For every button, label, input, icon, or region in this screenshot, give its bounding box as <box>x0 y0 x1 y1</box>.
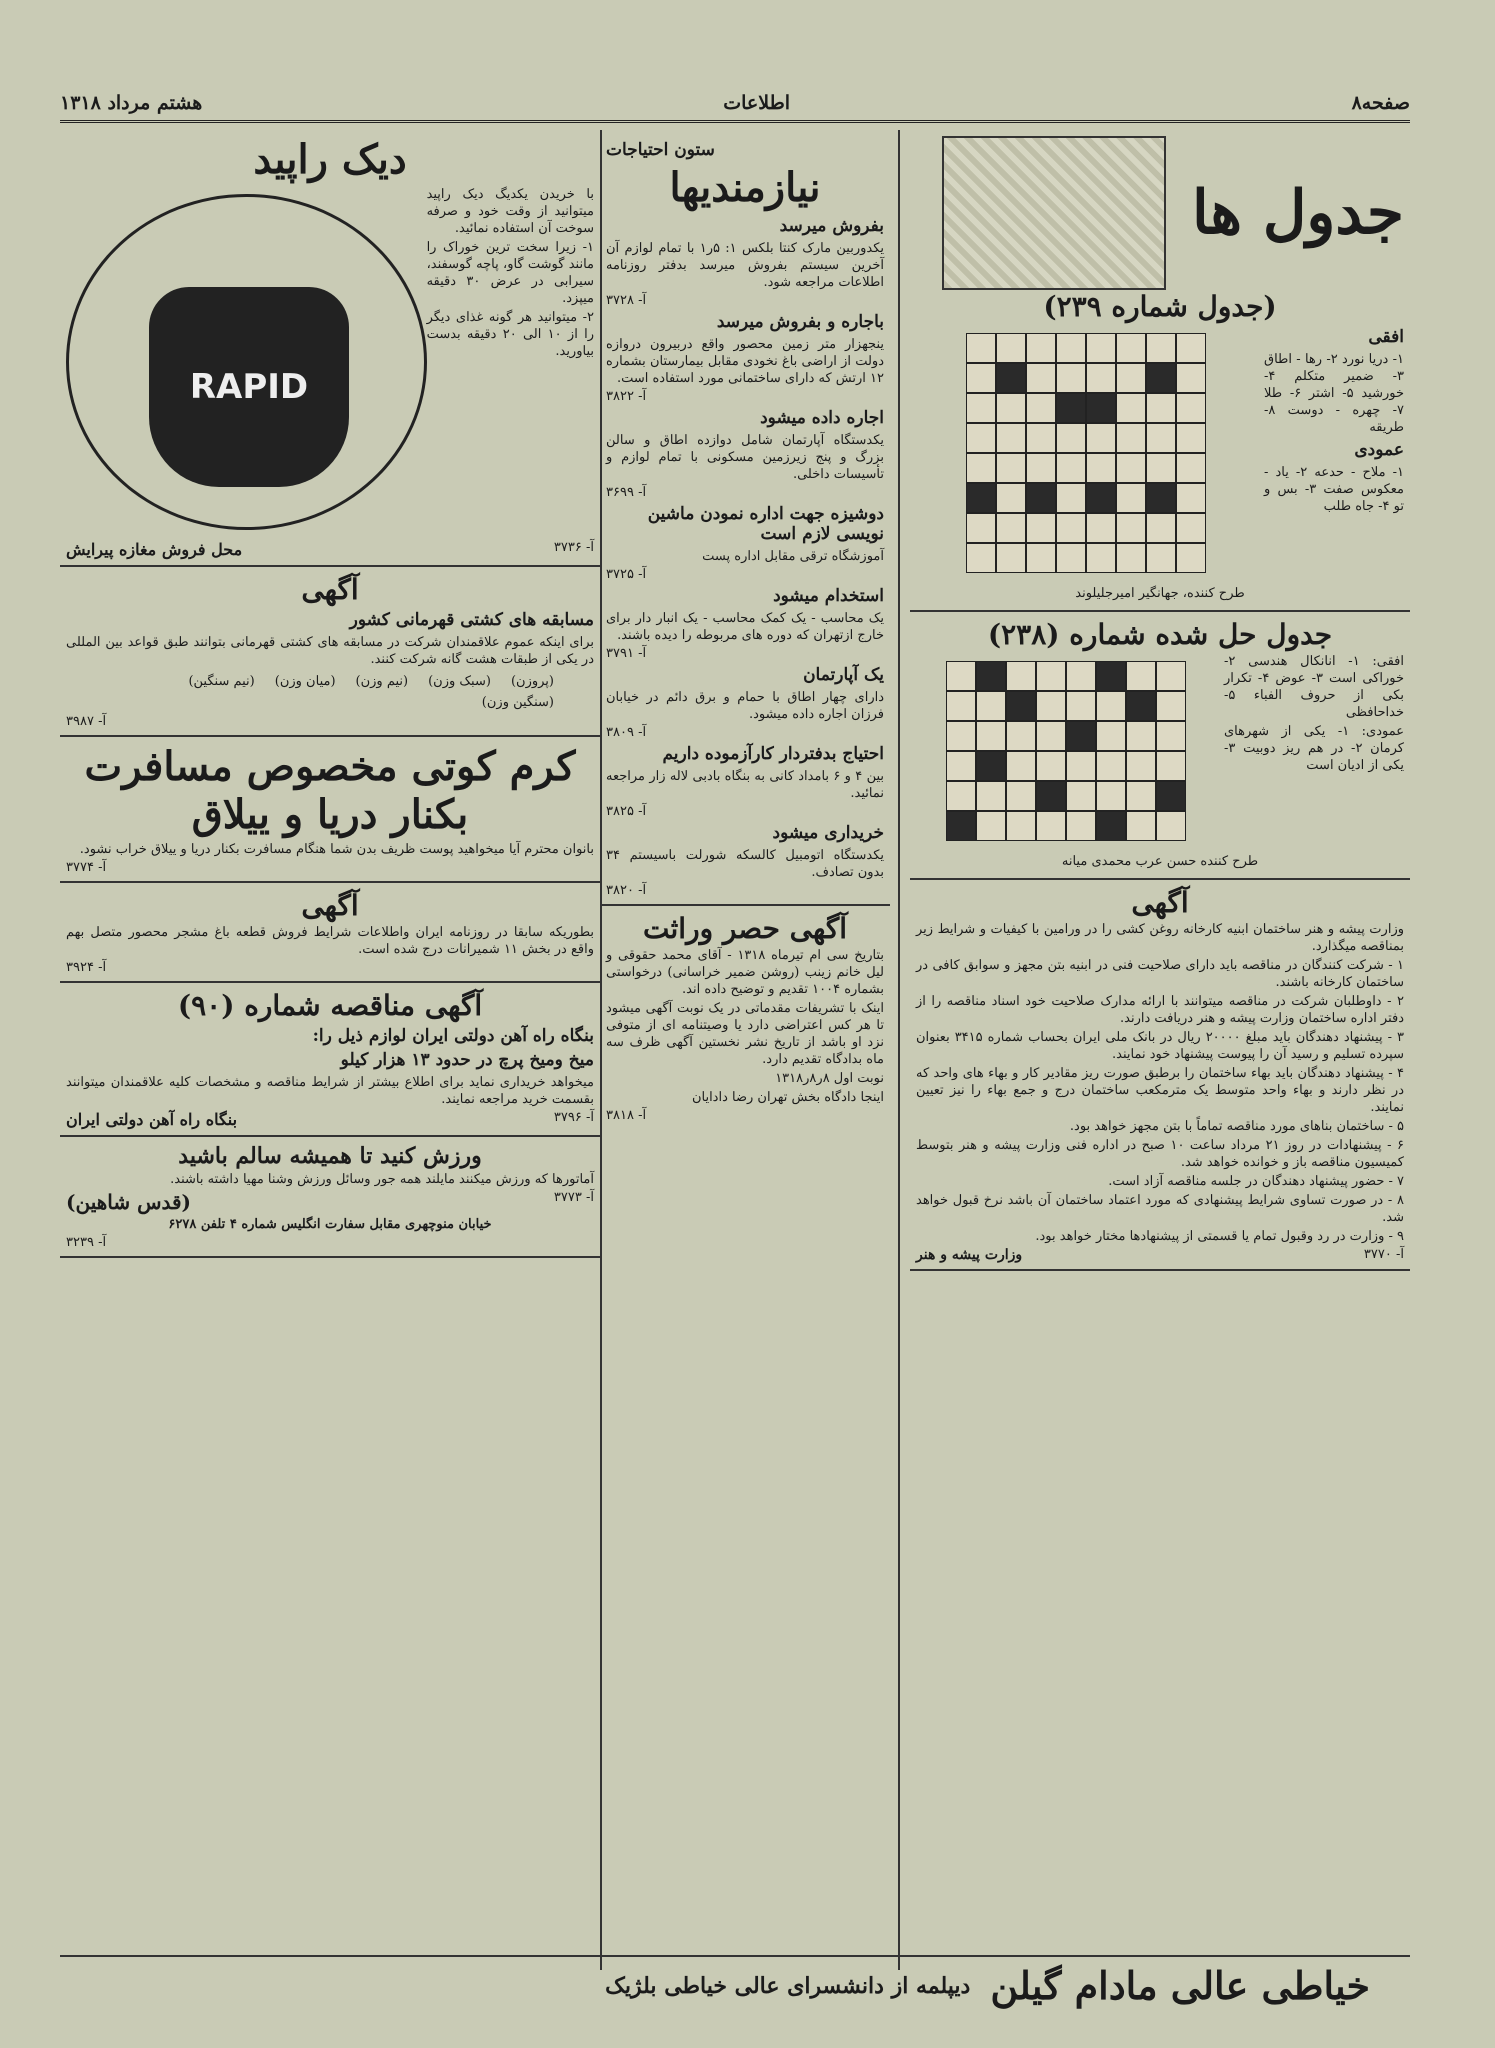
tender-text: میخواهد خریداری نماید برای اطلاع بیشتر از شرایط مناقصه و مشخصات کلیه علاقمندان میتوانند بقسمت خرید مراجعه نمایند. <box>66 1075 594 1107</box>
want-ad-head: خریداری میشود <box>772 823 884 843</box>
inheritance-text: بتاریخ سی ام تیرماه ۱۳۱۸ - آقای محمد حقوقی و لیل خانم زینب (روشن ضمیر خراسانی) درخواستی بشماره ۱۰۰۴ تقدیم و توضیح داده اند. <box>606 948 884 997</box>
cream-code: آ- ۳۷۷۴ <box>66 860 107 875</box>
want-ad-head: استخدام میشود <box>773 586 884 606</box>
want-ad-head: احتیاج بدفتردار کارآزموده داریم <box>662 744 884 764</box>
tender-ad <box>60 983 600 1137</box>
sport-title: ورزش کنید تا همیشه سالم باشید <box>178 1143 482 1169</box>
rapid-ad: دیک راپید با خریدن یکدیگ دیک راپید میتوانید از وقت خود و صرفه سوخت آن استفاده نمائید. ۱- زیرا سخت ترین خوراک را مانند گوشت گاو، پاچه گوسفند، سیرابی در عرض ۳۰ دقیقه میپزد. ۲- میتوانید هر گونه غذای دیگر را از ۱۰ الی ۲۰ دقیقه بدست بیاورید. RAPID آ- ۳۷۳۶ محل فروش مغازه پیرایش <box>60 130 600 567</box>
want-ad-code: آ- ۳۷۹۱ <box>606 646 647 661</box>
sport-shop: (قدس شاهین) <box>66 1190 192 1214</box>
rapid-title: دیک راپید <box>253 136 407 183</box>
rapid-code: آ- ۳۷۳۶ <box>553 540 594 555</box>
sport-code: آ- ۳۷۷۳ <box>553 1190 594 1205</box>
weight-class: (میان وزن) <box>274 674 336 689</box>
sport-ad <box>60 1137 600 1258</box>
want-ad-head: دوشیزه جهت اداره نمودن ماشین نویسی لازم است <box>647 504 884 544</box>
rapid-shop: محل فروش مغازه پیرایش <box>66 540 243 559</box>
want-ad <box>606 216 884 308</box>
tender-title: آگهی مناقصه شماره (۹۰) <box>177 989 483 1022</box>
wrestling-sub: مسابقه های کشتی قهرمانی کشور <box>349 610 594 630</box>
wrestling-code: آ- ۳۹۸۷ <box>66 714 107 729</box>
newspaper-page <box>60 70 1410 2030</box>
solved-crossword: جدول حل شده شماره (۲۳۸) افقی: ۱- انانکال هندسی ۲- خوراکی است ۳- عوض ۴- تکرار بکی از حروف الفباء ۵- خداحافظی عمودی: ۱- یکی از شهرهای کرمان ۲- در هم ریز دوبیت ۳- یکی از ادیان است طرح کننده حسن عرب محمدی میانه <box>910 612 1410 880</box>
weight-class: (سنگین وزن) <box>481 695 554 710</box>
want-ad-head: بفروش میرسد <box>779 216 884 236</box>
crossword-section: جدول ها (جدول شماره ۲۳۹) افقی ۱- دریا نورد ۲- رها - اطاق ۳- ضمیر متکلم ۴- خورشید ۵- اشتر ۶- طلا ۷- چهره - دوست ۸- طریقه عمودی ۱- ملاح - حدعه ۲- یاد - معکوس صفت ۳- بس و تو ۴- جاه طلب طرح کننده، جهانگیر امیرجلیلوند <box>910 130 1410 612</box>
want-ad-text: یکدستگاه آپارتمان شامل دوازده اطاق و سالن بزرگ و پنج زیرزمین مسکونی با تمام لوازم و تأسیسات داخلی. <box>606 433 884 482</box>
want-ad-head: اجاره داده میشود <box>760 408 884 428</box>
tender-item: میخ ومیخ پرچ در حدود ۱۳ هزار کیلو <box>340 1050 594 1070</box>
tender-signer: بنگاه راه آهن دولتی ایران <box>66 1110 238 1129</box>
ministry-signer: وزارت پیشه و هنر <box>916 1247 1023 1263</box>
page-date: هشتم مرداد ۱۳۱۸ <box>60 92 203 114</box>
want-ad-head: یک آپارتمان <box>803 665 884 685</box>
ministry-code: آ- ۳۷۷۰ <box>1363 1247 1404 1262</box>
paper-name: اطلاعات <box>723 92 790 114</box>
want-ad-text: آموزشگاه ترقی مقابل اداره پست <box>702 549 884 564</box>
tailor-sub: دیپلمه از دانشسرای عالی خیاطی بلژیک <box>605 1972 971 1999</box>
inheritance-signer: اینجا دادگاه بخش تهران رضا دادایان <box>691 1090 884 1105</box>
wrestling-ad <box>60 567 600 737</box>
want-ad <box>606 408 884 500</box>
tailor-title: خیاطی عالی مادام گیلن <box>990 1963 1370 2008</box>
want-ad-code: آ- ۳۷۲۵ <box>606 567 647 582</box>
want-ad <box>606 823 884 898</box>
column-divider <box>898 130 900 1970</box>
want-ad-text: یکدستگاه اتومبیل کالسکه شورلت باسیستم ۳۴ بدون تصادف. <box>606 848 884 880</box>
ministry-title: آگهی <box>1131 886 1189 919</box>
inheritance-ad: آگهی حصر وراثت بتاریخ سی ام تیرماه ۱۳۱۸ - آقای محمد حقوقی و لیل خانم زینب (روشن ضمیر خراسانی) درخواستی بشماره ۱۰۰۴ تقدیم و توضیح داده اند. اینک با تشریفات مقدماتی در یک نوبت آگهی میشود تا هر کس اعتراضی دارد یا وصیتنامه ای از متوفی نزد او باشد از تاریخ نشر نخستین آگهی ظرف سه ماه بدادگاه تقدیم دارد. نوبت اول ۸ر۸ر۱۳۱۸ اینجا دادگاه بخش تهران رضا دادایان آ- ۳۸۱۸ <box>606 912 884 1123</box>
cream-ad <box>60 737 600 883</box>
left-column <box>60 130 600 1945</box>
want-ad <box>606 312 884 404</box>
want-ad-text: ینجهزار متر زمین محصور واقع دربیرون دروازه دولت از اراضی باغ نخودی مقابل بیمارستان بشماره ۱۲ ارتش که دارای ساختمانی مورد استفاده است. <box>606 337 884 386</box>
crossword-title: جدول ها <box>1192 178 1404 248</box>
want-ad-text: دارای چهار اطاق با حمام و برق دائم در خیابان فرزان اجاره داده میشود. <box>606 690 884 722</box>
inheritance-code: آ- ۳۸۱۸ <box>606 1108 647 1123</box>
want-ad <box>606 744 884 819</box>
wrestling-title: آگهی <box>301 573 359 606</box>
want-ad-text: بین ۴ و ۶ بامداد کانی به بنگاه بادبی لاله زار مراجعه نمائید. <box>606 769 885 801</box>
sport-text: آماتورها که ورزش میکنند مایلند همه جور وسائل ورزش وشنا مهیا داشته باشند. <box>170 1172 594 1187</box>
weight-class: (نیم سنگین) <box>188 674 255 689</box>
want-ad-code: آ- ۳۸۰۹ <box>606 725 647 740</box>
want-ad <box>606 586 884 661</box>
solved-grid <box>946 661 1186 841</box>
middle-column <box>600 130 890 1945</box>
weight-class: (سبک وزن) <box>428 674 491 689</box>
ministry-ad: آگهی وزارت پیشه و هنر ساختمان ابنیه کارخانه روغن کشی را در ورامین با کیفیات و شرایط زیر بمناقصه میگذارد. ۱ - شرکت کنندگان در مناقصه باید دارای صلاحیت فنی در ابنیه بتن مجهز و سوابق کافی در ساختمان کارخانه باشند. ۲ - داوطلبان شرکت در مناقصه میتوانند با ارائه مدارک صلاحیت خود اسناد مناقصه را از دفتر اداره ساختمان وزارت پیشه و هنر دریافت دارند. ۳ - پیشنهاد دهندگان باید مبلغ ۲۰۰۰۰ ریال در بانک ملی ایران بحساب شماره ۳۴۱۵ بعنوان سپرده تسلیم و رسید آن را پیوست پیشنهاد خود نمایند. ۴ - پیشنهاد دهندگان باید بهاء ساختمان را برطبق صورت ریز مقادیر کار و بهاء های واحد که در نظر دارند و بهاء واحد متوسط یک مترمکعب ساختمان درج و جمع بهاء را نیز تعیین نمایند. ۵ - ساختمان بناهای مورد مناقصه تماماً با بتن مجهز خواهد بود. ۶ - پیشنهادات در روز ۲۱ مرداد ساعت ۱۰ صبح در اداره فنی وزارت پیشه و هنر بتوسط کمیسیون مناقصه باز و خوانده خواهد شد. ۷ - حضور پیشنهاد دهندگان در جلسه مناقصه آزاد است. ۸ - در صورت تساوی شرایط پیشنهادی که مورد اعتماد ساختمان آن باشد نرخ قبول خواهد شد. ۹ - وزارت در رد وقبول تمام یا قسمتی از پیشنهادها مختار خواهد بود. آ- ۳۷۷۰ وزارت پیشه و هنر <box>910 880 1410 1271</box>
vertical-label: عمودی <box>1354 440 1404 460</box>
tender-sub: بنگاه راه آهن دولتی ایران لوازم ذیل را: <box>312 1026 594 1046</box>
crossword-grid[interactable] <box>966 333 1206 573</box>
want-ad-code: آ- ۳۸۲۰ <box>606 883 647 898</box>
ministry-text: وزارت پیشه و هنر ساختمان ابنیه کارخانه روغن کشی را در ورامین با کیفیات و شرایط زیر بمناقصه میگذارد. <box>916 922 1404 954</box>
wants-title: نیازمندیها <box>669 164 821 211</box>
garden-title: آگهی <box>301 889 359 922</box>
want-ad <box>606 504 884 582</box>
horizontal-label: افقی <box>1368 327 1404 347</box>
pressure-cooker-image <box>66 194 427 530</box>
tender-code: آ- ۳۷۹۶ <box>553 1110 594 1125</box>
want-ad-text: یکدوربین مارک کنتا بلکس ۱: ۵ر۱ با تمام لوازم آن آخرین سیستم بفروش میرسد بدفتر روزنامه اطلاعات مراجعه شود. <box>606 241 885 290</box>
want-ad-code: آ- ۳۸۲۵ <box>606 804 647 819</box>
address-code: آ- ۳۲۳۹ <box>66 1235 107 1250</box>
inheritance-date: نوبت اول ۸ر۸ر۱۳۱۸ <box>775 1071 884 1086</box>
solved-title: جدول حل شده شماره (۲۳۸) <box>987 618 1333 651</box>
garden-ad <box>60 883 600 983</box>
page-header <box>60 90 1410 123</box>
garden-text: بطوریکه سابقا در روزنامه ایران واطلاعات شرایط فروش قطعه باغ مشجر محصور متصل بهم واقع در بخش ۱۱ شمیرانات درج شده است. <box>66 925 594 957</box>
cream-text: بانوان محترم آیا میخواهید پوست ظریف بدن شما هنگام مسافرت بکنار دریا و ییلاق خراب نشود. <box>79 842 594 857</box>
cream-title: کرم کوتی مخصوص مسافرت بکنار دریا و ییلاق <box>84 743 576 838</box>
weight-class: (پروزن) <box>510 674 554 689</box>
tailor-ad <box>60 1955 1410 2014</box>
want-ad-text: یک محاسب - یک کمک محاسب - یک انبار دار برای خارج ازتهران که دوره های مربوطه را دیده باشند. <box>606 611 884 643</box>
wants-section <box>600 130 890 906</box>
want-ad <box>606 665 884 740</box>
rapid-text: با خریدن یکدیگ دیک راپید میتوانید از وقت خود و صرفه سوخت آن استفاده نمائید. <box>426 187 594 236</box>
rapid-brand: RAPID <box>149 287 349 487</box>
wants-section-label: ستون احتیاجات <box>606 140 715 160</box>
want-ad-head: باجاره و بفروش میرسد <box>716 312 884 332</box>
crossword-illustration <box>942 136 1166 290</box>
want-ad-code: آ- ۳۸۲۲ <box>606 389 647 404</box>
puzzle-title: (جدول شماره ۲۳۹) <box>1043 290 1277 323</box>
garden-code: آ- ۳۹۲۴ <box>66 960 107 975</box>
crossword-designer: طرح کننده، جهانگیر امیرجلیلوند <box>1075 586 1245 601</box>
inheritance-title: آگهی حصر وراثت <box>643 912 847 945</box>
right-column <box>910 130 1410 1945</box>
page-number: صفحه۸ <box>1351 92 1410 114</box>
want-ad-code: آ- ۳۷۲۸ <box>606 293 647 308</box>
want-ad-code: آ- ۳۶۹۹ <box>606 485 647 500</box>
wrestling-text: برای اینکه عموم علاقمندان شرکت در مسابقه های کشتی قهرمانی بتوانند طبق قواعد بین المللی در یکی از طبقات هشت گانه شرکت کنند. <box>66 635 594 667</box>
weight-class: (نیم وزن) <box>355 674 409 689</box>
solved-designer: طرح کننده حسن عرب محمدی میانه <box>1061 854 1259 869</box>
address-text: خیابان منوچهری مقابل سفارت انگلیس شماره ۴ تلفن ۶۲۷۸ <box>168 1217 492 1232</box>
